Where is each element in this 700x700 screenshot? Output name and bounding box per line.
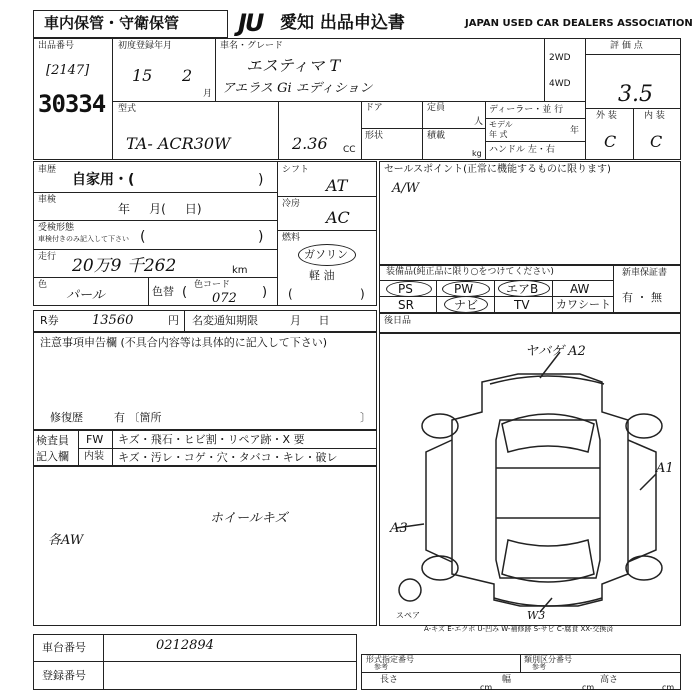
equip-pw: PW [454, 282, 474, 296]
form-title: 愛知 出品申込書 [280, 13, 405, 33]
inspector-row2-items: キズ・汚レ・コゲ・穴・タバコ・キレ・破レ [118, 451, 338, 464]
chassis-value: 0212894 [156, 638, 214, 653]
exterior-label: 外 装 [596, 111, 617, 121]
inspector-handwrite-1: ホイールキズ [210, 511, 288, 526]
dealer-label: ディーラー・並 行 [489, 105, 564, 115]
spec-divider-h [361, 672, 681, 673]
interior-rating: C [650, 132, 663, 151]
recycle-label: R券 [40, 314, 59, 327]
recycle-value: 13560 [92, 313, 134, 328]
equip-sr: SR [398, 298, 414, 312]
notice-value: 月 日 [290, 314, 330, 327]
equip-aw: AW [570, 282, 590, 296]
spare-label: スペア [396, 611, 420, 620]
notes-label: 注意事項申告欄 (不具合内容等は具体的に記入して下さい) [40, 336, 328, 349]
rating-label: 評 価 点 [610, 41, 643, 51]
inspection-value: 年 月( 日) [118, 202, 202, 216]
capacity-label: 定員 [427, 103, 446, 113]
color-code-close: ) [262, 285, 268, 300]
color-code-value: 072 [212, 291, 237, 306]
type-class-label: 類別区分番号 [524, 655, 572, 664]
model-label: 型式 [118, 104, 137, 114]
lot-number: 30334 [38, 90, 106, 118]
ju-logo: JU [238, 9, 263, 37]
car-name: エスティマ T [246, 56, 341, 75]
repair-label: 修復歴 [50, 411, 83, 424]
new-car-warranty-label: 新車保証書 [622, 268, 668, 278]
fuel-light-oil: 軽 油 [309, 269, 335, 282]
equip-navi: ナビ [454, 298, 479, 312]
record-value: ( [140, 229, 146, 245]
shift-label: シフト [282, 165, 310, 175]
lot-sub-number: [2147] [46, 63, 90, 78]
damage-mark-left: A3 [390, 521, 408, 536]
diagram-legend: A-キズ E-エクボ U-凹み W-補修跡 S-サビ C-腐食 XX-交換済 [424, 625, 614, 633]
registration-month-unit: 月 [203, 89, 213, 99]
equip-seat: カワシート [556, 298, 611, 311]
load-unit: kg [472, 149, 482, 158]
model-year-unit: 年 [570, 126, 580, 136]
inspector-handwrite-2: 各AW [48, 533, 84, 548]
lot-number-label: 出品番号 [38, 41, 75, 51]
rating-score: 3.5 [618, 82, 653, 107]
width-label: 幅 [502, 675, 512, 685]
damage-mark-right: A1 [656, 461, 674, 476]
record-close: ) [258, 229, 264, 245]
damage-mark-bottom: W3 [527, 609, 546, 622]
mileage-unit: km [232, 265, 248, 276]
interior-label: 内 装 [644, 111, 665, 121]
fuel-label: 燃料 [282, 233, 301, 243]
mileage-label: 走行 [38, 252, 57, 262]
model-year-label-2: 年 式 [489, 130, 508, 139]
car-cabin [496, 420, 600, 578]
width-unit: cm [582, 683, 595, 692]
mileage-value: 20万9 千262 [72, 256, 177, 276]
sales-point-label: セールスポイント(正常に機能するものに限ります) [384, 164, 611, 175]
damage-mark-top: ヤバゲ A2 [525, 344, 586, 359]
chassis-label: 車台番号 [42, 641, 86, 654]
load-label: 積載 [427, 131, 446, 141]
inspection-label: 車検 [38, 195, 57, 205]
car-grade: アエラス Gi エディション [222, 81, 373, 96]
history-value: 自家用・( [72, 172, 135, 188]
repair-value: 有 〔箇所 [114, 411, 162, 424]
height-label: 高さ [600, 675, 619, 685]
shift-value: AT [326, 176, 348, 195]
type-spec-label: 形式指定番号 [366, 655, 414, 664]
fuel-close: ) [360, 287, 365, 301]
recycle-unit: 円 [168, 314, 179, 327]
type-class-sub: 参考 [532, 663, 546, 671]
model-year-label-1: モデル [489, 120, 513, 129]
equip-airbag: エアB [506, 282, 539, 296]
cooler-label: 冷房 [282, 199, 301, 209]
after-day-label: 後日品 [384, 316, 412, 326]
model-value: TA- ACR30W [126, 134, 231, 153]
wheel-rear-right [626, 556, 662, 580]
fuel-paren: ( [288, 287, 293, 301]
registration-label: 初度登録年月 [118, 41, 173, 51]
door-label: ドア [365, 103, 383, 113]
car-outline [452, 374, 628, 606]
notice-label: 名変通知期限 [192, 314, 258, 327]
equip-ps: PS [398, 282, 413, 296]
color-value: パール [66, 288, 105, 303]
record-sub: 車検付きのみ記入して下さい [38, 235, 129, 243]
reg-label: 登録番号 [42, 669, 86, 682]
length-label: 長さ [380, 675, 399, 685]
fuel-gasoline: ガソリン [304, 248, 348, 261]
type-spec-sub: 参考 [374, 663, 388, 671]
spec-divider-mid [520, 654, 521, 672]
equip-tv: TV [514, 298, 530, 312]
history-label: 車歴 [38, 165, 57, 175]
inspector-row1-title: FW [86, 433, 104, 446]
color-change-paren: ( [182, 285, 188, 300]
color-change-label: 色替 [152, 285, 174, 298]
registration-year: 15 [132, 66, 153, 85]
exterior-rating: C [604, 132, 617, 151]
spare-tire-circle [399, 579, 421, 601]
shape-label: 形状 [365, 131, 384, 141]
inspector-label-2: 記入欄 [36, 450, 69, 463]
sales-point-value: A/W [392, 181, 420, 196]
inspector-row1-items: キズ・飛石・ヒビ割・リペア跡・X 要 [118, 433, 305, 446]
cooler-value: AC [326, 208, 350, 227]
association-name: JAPAN USED CAR DEALERS ASSOCIATION [465, 18, 693, 29]
inspector-row2-title: 内装 [84, 451, 104, 462]
registration-month: 2 [182, 66, 193, 85]
handle-label: ハンドル 左・右 [489, 145, 555, 155]
record-label: 受検形態 [38, 223, 75, 233]
inspector-label-1: 検査員 [36, 434, 69, 447]
color-label: 色 [38, 280, 48, 290]
car-name-label: 車名・グレード [220, 41, 284, 51]
car-rear-window [502, 540, 594, 582]
storage-title: 車内保管・守衛保管 [44, 14, 180, 32]
drive-2wd: 2WD [549, 53, 571, 63]
equipment-label: 装備品(純正品に限り○をつけてください) [386, 267, 554, 277]
drive-4wd: 4WD [549, 79, 571, 89]
new-car-warranty-value: 有 ・ 無 [622, 291, 662, 304]
length-unit: cm [480, 683, 493, 692]
capacity-unit: 人 [474, 117, 484, 127]
displacement-unit: CC [343, 145, 356, 155]
history-close: ) [258, 172, 264, 188]
wheel-front-right [626, 414, 662, 438]
height-unit: cm [662, 683, 675, 692]
color-code-label: 色コード [194, 280, 231, 290]
repair-close: 〕 [360, 411, 371, 424]
displacement: 2.36 [292, 134, 328, 153]
